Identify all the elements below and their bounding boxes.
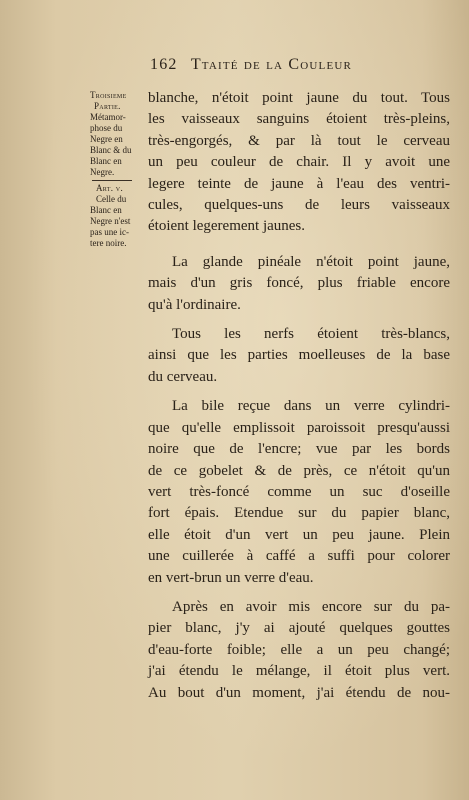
text-line: Après en avoir mis encore sur du pa-: [172, 598, 450, 615]
margin-note-line: Celle du: [96, 194, 127, 204]
text-line: Tous les nerfs étoient très-blancs,: [172, 326, 450, 343]
text-line: une cuillerée à caffé a suffi pour colorer: [148, 548, 450, 565]
page-number: 162: [150, 56, 178, 73]
text-line: de ce gobelet & de près, ce n'étoit qu'un: [148, 462, 450, 479]
margin-note-line: Blanc en: [90, 205, 122, 215]
text-line: que qu'elle emplissoit paroissoit presqu'aussi: [148, 419, 450, 436]
text-line: blanche, n'étoit point jaune du tout. Tous: [148, 90, 450, 106]
margin-note-line: Negre n'est: [90, 216, 131, 226]
paragraph-1: [148, 88, 450, 238]
text-line: du cerveau.: [148, 368, 218, 385]
margin-note-line: phose du: [90, 123, 123, 133]
text-line: j'ai étendu le mélange, il étoit plus vert.: [148, 663, 450, 680]
text-line: d'eau-forte foible; elle a un peu changé;: [148, 641, 450, 658]
text-line: legere teinte de jaune à l'eau des ventri-: [148, 175, 450, 192]
margin-note-line: Negre.: [90, 167, 115, 177]
text-line: qu'à l'ordinaire.: [148, 296, 241, 313]
margin-notes: [90, 90, 148, 249]
margin-note-line: pas une ic-: [90, 227, 129, 237]
text-line: les vaisseaux sanguins étoient très-pleins,: [148, 111, 450, 128]
text-line: noire que de l'encre; vue par les bords: [148, 441, 450, 458]
text-line: un peu couleur de chair. Il y avoit une: [148, 154, 450, 171]
text-line: pier blanc, j'y ai ajouté quelques gouttes: [148, 620, 450, 637]
text-line: fort épais. Etendue sur du papier blanc,: [148, 505, 450, 522]
text-line: La glande pinéale n'étoit point jaune,: [172, 253, 450, 270]
paragraph-3: [148, 324, 450, 388]
text-line: vert très-foncé comme un suc d'oseille: [148, 483, 450, 500]
margin-note-line: Métamor-: [90, 112, 126, 122]
margin-note-part-label: Partie.: [94, 101, 121, 111]
text-line: ainsi que les parties moelleuses de la base: [148, 347, 450, 364]
body-text: [148, 88, 450, 704]
text-line: mais d'un gris foncé, plus friable encore: [148, 275, 450, 292]
paragraph-4: [148, 396, 450, 589]
margin-note-part: Troisieme: [90, 90, 127, 100]
running-title: Ttaité de la Couleur: [190, 56, 353, 73]
text-line: elle étoit d'un vert un peu jaune. Plein: [148, 526, 450, 543]
text-line: Au bout d'un moment, j'ai étendu de nou-: [148, 684, 450, 701]
text-line: étoient legerement jaunes.: [148, 218, 306, 235]
margin-note-line: Blanc & du: [90, 145, 132, 155]
margin-note-line: tere noire.: [90, 238, 127, 248]
paragraph-5: [148, 597, 450, 704]
text-line: La bile reçue dans un verre cylindri-: [172, 398, 450, 415]
margin-rule: [92, 180, 132, 181]
margin-note-article: Art. v.: [96, 183, 123, 193]
paragraph-2: [148, 252, 450, 316]
text-line: en vert-brun un verre d'eau.: [148, 569, 314, 586]
text-line: très-engorgés, & par là tout le cerveau: [148, 132, 450, 149]
margin-note-line: Negre en: [90, 134, 123, 144]
text-line: cules, quelques-uns de leurs vaisseaux: [148, 197, 450, 214]
page-header: [150, 56, 352, 74]
margin-note-line: Blanc en: [90, 156, 122, 166]
